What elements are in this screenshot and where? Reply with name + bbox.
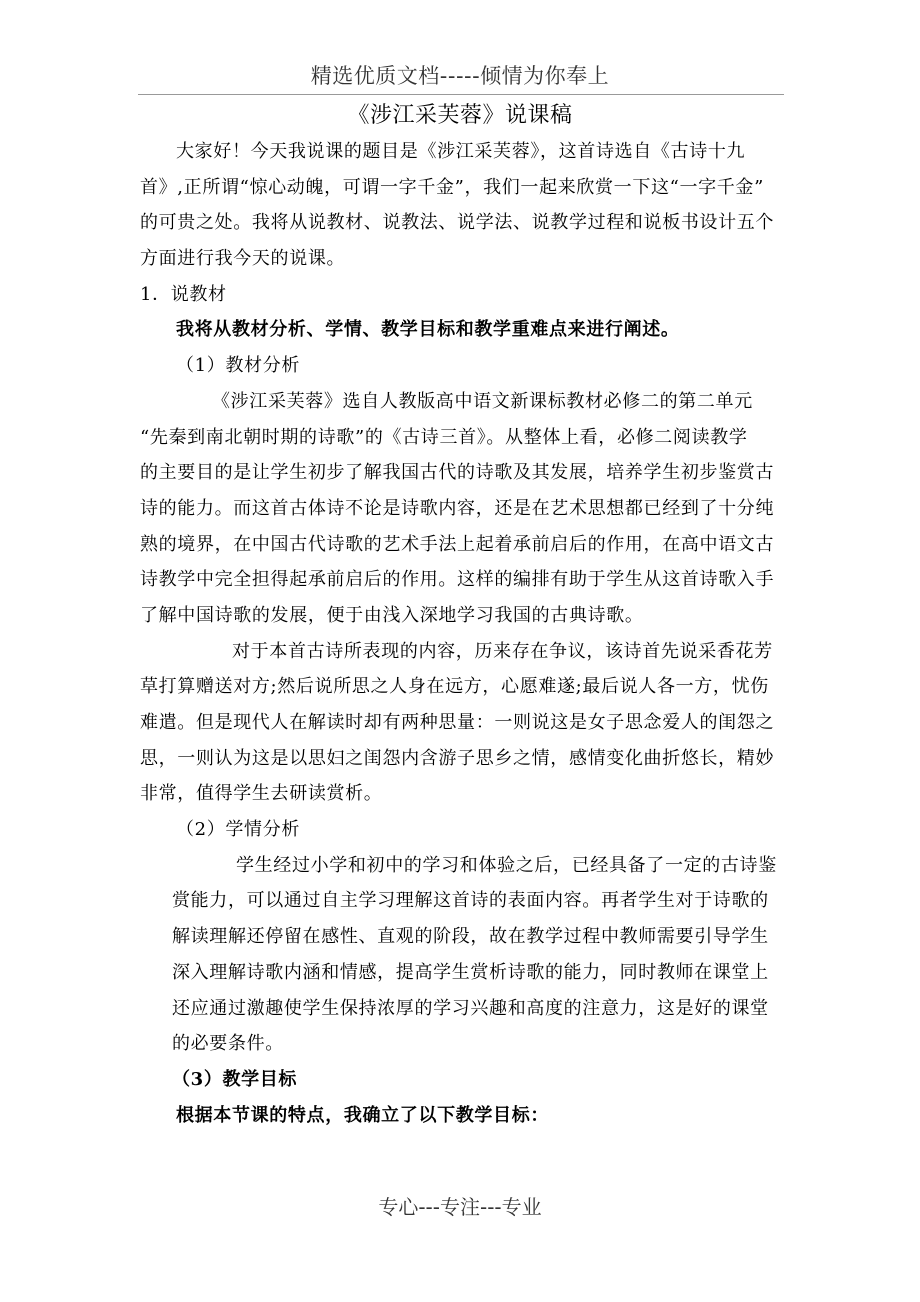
- paragraph-line: 诗的能力。而这首古体诗不论是诗歌内容，还是在艺术思想都已经到了十分纯: [140, 497, 775, 519]
- page-header: 精选优质文档-----倾情为你奉上: [310, 64, 610, 88]
- paragraph-line: 思，一则认为这是以思妇之闺怨内含游子思乡之情，感情变化曲折悠长，精妙: [140, 747, 775, 769]
- paragraph-line: 学生经过小学和初中的学习和体验之后，已经具备了一定的古诗鉴: [236, 854, 777, 876]
- document-body: [140, 134, 800, 1133]
- intro-paragraph-line: 首》,正所谓“惊心动魄，可谓一字千金”，我们一起来欣赏一下这“一字千金”: [140, 176, 764, 198]
- paragraph-line: 了解中国诗歌的发展，便于由浅入深地学习我国的古典诗歌。: [140, 604, 644, 626]
- bold-statement: 根据本节课的特点，我确立了以下教学目标：: [176, 1104, 549, 1126]
- paragraph-line: 解读理解还停留在感性、直观的阶段，故在教学过程中教师需要引导学生: [172, 926, 769, 948]
- subsection-heading: （3）教学目标: [172, 1068, 298, 1090]
- header-divider: [138, 94, 784, 95]
- paragraph-line: 赏能力，可以通过自主学习理解这首诗的表面内容。再者学生对于诗歌的: [172, 890, 769, 912]
- subsection-heading: （2）学情分析: [176, 819, 301, 841]
- paragraph-line: 的必要条件。: [172, 1033, 284, 1055]
- bold-statement: 我将从教材分析、学情、教学目标和教学重难点来进行阐述。: [176, 319, 680, 341]
- intro-paragraph-line: 的可贵之处。我将从说教材、说教法、说学法、说教学过程和说板书设计五个: [140, 212, 775, 234]
- paragraph-line: 还应通过激趣使学生保持浓厚的学习兴趣和高度的注意力，这是好的课堂: [172, 997, 769, 1019]
- paragraph-line: 非常，值得学生去研读赏析。: [140, 783, 383, 805]
- paragraph-line: 草打算赠送对方;然后说所思之人身在远方，心愿难遂;最后说人各一方，忧伤: [140, 676, 769, 698]
- paragraph-line: 《涉江采芙蓉》选自人教版高中语文新课标教材必修二的第二单元: [212, 390, 753, 412]
- paragraph-line: 的主要目的是让学生初步了解我国古代的诗歌及其发展，培养学生初步鉴赏古: [140, 462, 775, 484]
- paragraph-line: 对于本首古诗所表现的内容，历来存在争议，该诗首先说采香花芳: [232, 640, 773, 662]
- section-heading: 1．说教材: [140, 283, 227, 305]
- paragraph-line: 难遣。但是现代人在解读时却有两种思量：一则说这是女子思念爱人的闺怨之: [140, 712, 775, 733]
- subsection-heading: （1）教材分析: [176, 355, 301, 377]
- intro-paragraph-line: 大家好！今天我说课的题目是《涉江采芙蓉》，这首诗选自《古诗十九: [176, 141, 746, 162]
- page-footer: 专心---专注---专业: [378, 1195, 542, 1219]
- intro-paragraph-line: 方面进行我今天的说课。: [140, 248, 346, 270]
- paragraph-line: 深入理解诗歌内涵和情感，提高学生赏析诗歌的能力，同时教师在课堂上: [172, 961, 769, 983]
- paragraph-line: 熟的境界，在中国古代诗歌的艺术手法上起着承前启后的作用，在高中语文古: [140, 533, 775, 555]
- document-title: 《涉江采芙蓉》说课稿: [347, 103, 573, 128]
- paragraph-line: 诗教学中完全担得起承前启后的作用。这样的编排有助于学生从这首诗歌入手: [140, 569, 775, 591]
- paragraph-line: “先秦到南北朝时期的诗歌”的《古诗三首》。从整体上看，必修二阅读教学: [140, 426, 748, 448]
